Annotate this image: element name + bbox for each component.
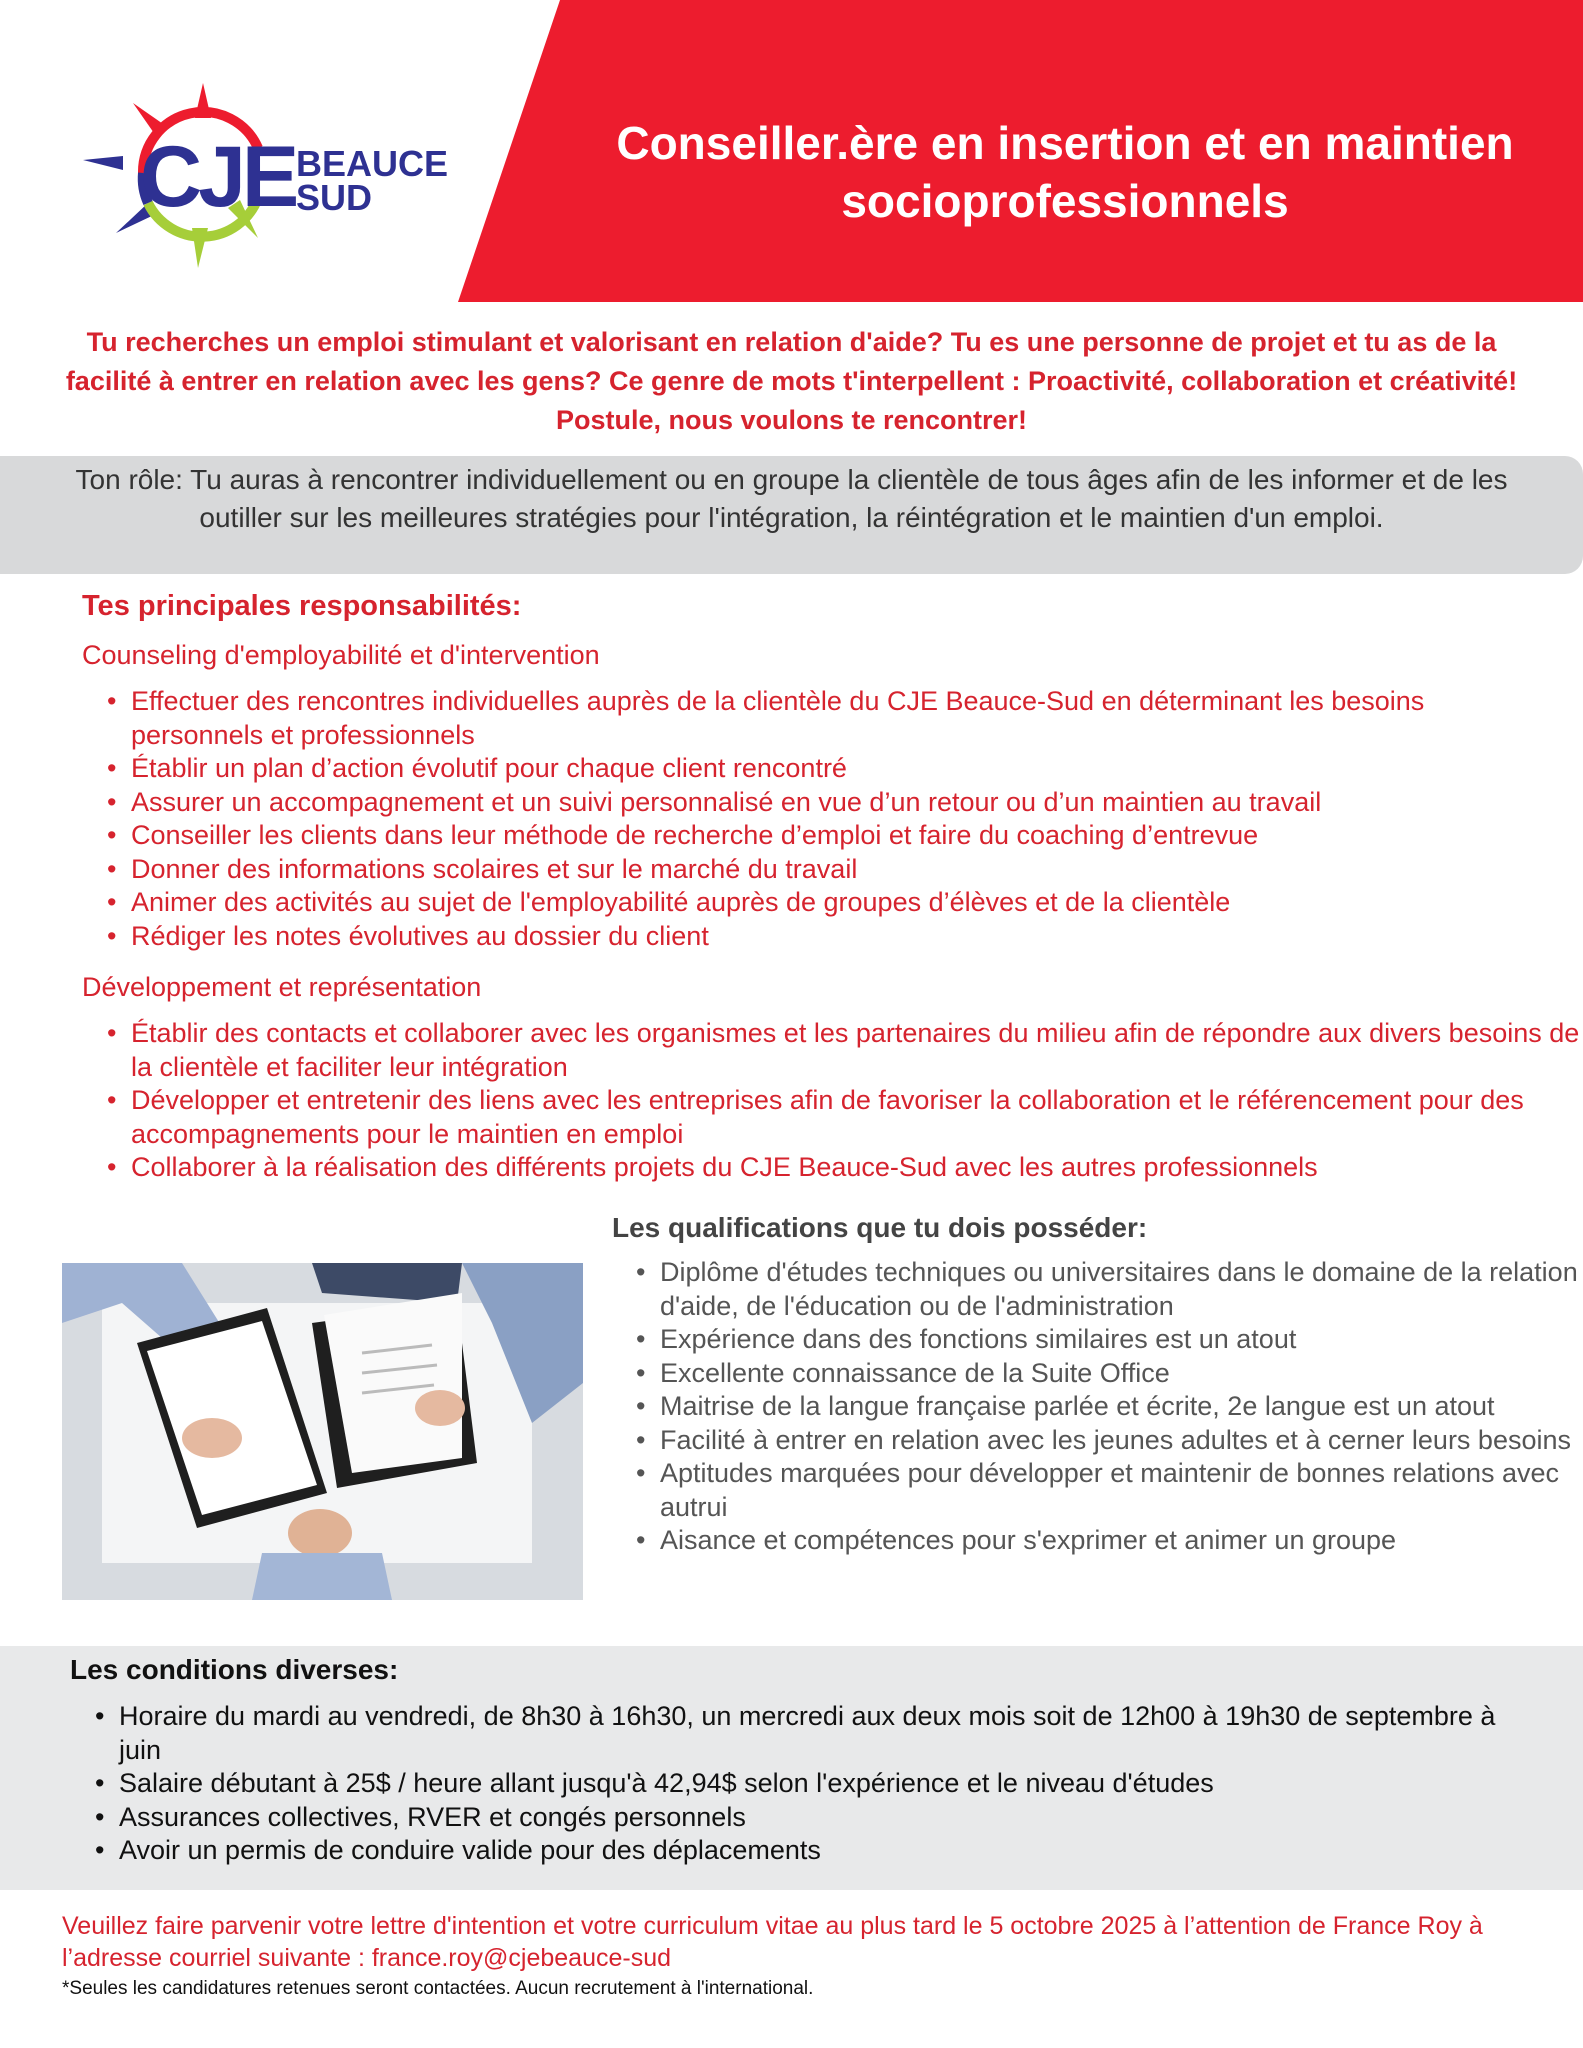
qualifications-title: Les qualifications que tu dois posséder: (612, 1212, 1148, 1243)
meeting-photo (62, 1263, 583, 1600)
responsibilities-title: Tes principales responsabilités: (82, 590, 522, 622)
role-text: Ton rôle: Tu auras à rencontrer individuellement ou en groupe la clientèle de tous âges afin de les informer et de les outiller sur les meilleures stratégies pour l'intégration, la réintégration et le maintien d'un emploi. (75, 464, 1508, 533)
conditions-list (119, 1700, 1539, 1868)
list-item: • Assurer un accompagnement et un suivi personnalisé en vue d’un retour ou d’un maintien au travail (131, 786, 1531, 820)
list-item: • Horaire du mardi au vendredi, de 8h30 à 16h30, un mercredi aux deux mois soit de 12h00 à 19h30 de septembre à juin (119, 1700, 1539, 1767)
application-instructions: Veuillez faire parvenir votre lettre d'intention et votre curriculum vitae au plus tard le 5 octobre 2025 à l’attention de France Roy à l’adresse courriel suivante : france.roy@cjebeauce-sud (62, 1912, 1483, 1972)
list-item: • Développer et entretenir des liens avec les entreprises afin de favoriser la collaboration et le référencement pour des accompagnements pour le maintien en emploi (131, 1084, 1583, 1151)
list-item: • Salaire débutant à 25$ / heure allant jusqu'à 42,94$ selon l'expérience et le niveau d'études (119, 1767, 1539, 1801)
conditions-title: Les conditions diverses: (70, 1654, 399, 1685)
list-item: • Donner des informations scolaires et sur le marché du travail (131, 853, 1531, 887)
logo-line2: SUD (296, 177, 373, 218)
list-item: • Aptitudes marquées pour développer et maintenir de bonnes relations avec autrui (660, 1457, 1580, 1524)
logo-mark-text: CJE (140, 129, 296, 225)
footer-note: *Seules les candidatures retenues seront contactées. Aucun recrutement à l'international. (62, 1978, 814, 1999)
list-item: • Excellente connaissance de la Suite Office (660, 1357, 1580, 1391)
list-item: • Diplôme d'études techniques ou universitaires dans le domaine de la relation d'aide, de l'éducation ou de l'administration (660, 1256, 1580, 1323)
list-item: • Collaborer à la réalisation des différents projets du CJE Beauce-Sud avec les autres professionnels (131, 1151, 1583, 1185)
counseling-list (131, 685, 1531, 953)
qualifications-list (660, 1256, 1580, 1558)
list-item: • Rédiger les notes évolutives au dossier du client (131, 920, 1531, 954)
list-item: • Facilité à entrer en relation avec les jeunes adultes et à cerner leurs besoins (660, 1424, 1580, 1458)
logo-line1: BEAUCE (296, 143, 449, 184)
list-item: • Établir un plan d’action évolutif pour chaque client rencontré (131, 752, 1531, 786)
responsibilities-subtitle-2: Développement et représentation (82, 972, 482, 1002)
list-item: • Établir des contacts et collaborer avec les organismes et les partenaires du milieu afin de répondre aux divers besoins de la clientèle et faciliter leur intégration (131, 1017, 1583, 1084)
list-item: • Maitrise de la langue française parlée et écrite, 2e langue est un atout (660, 1390, 1580, 1424)
list-item: • Assurances collectives, RVER et congés personnels (119, 1801, 1539, 1835)
cje-beauce-sud-logo (78, 78, 478, 278)
header (0, 0, 1583, 302)
list-item: • Animer des activités au sujet de l'employabilité auprès de groupes d’élèves et de la clientèle (131, 886, 1531, 920)
list-item: • Conseiller les clients dans leur méthode de recherche d’emploi et faire du coaching d’entrevue (131, 819, 1531, 853)
intro-text: Tu recherches un emploi stimulant et valorisant en relation d'aide? Tu es une personne de projet et tu as de la facilité à entrer en relation avec les gens? Ce genre de mots t'interpellent : Proactivité, collaboration et créativité! Postule, nous voulons te rencontrer! (65, 327, 1518, 435)
list-item: • Avoir un permis de conduire valide pour des déplacements (119, 1834, 1539, 1868)
logo-compass-icon (78, 78, 478, 278)
list-item: • Expérience dans des fonctions similaires est un atout (660, 1323, 1580, 1357)
job-title: Conseiller.ère en insertion et en maintien socioprofessionnels (616, 117, 1514, 227)
development-list (131, 1017, 1583, 1185)
list-item: • Aisance et compétences pour s'exprimer et animer un groupe (660, 1524, 1580, 1558)
responsibilities-subtitle-1: Counseling d'employabilité et d'intervention (82, 640, 600, 670)
list-item: • Effectuer des rencontres individuelles auprès de la clientèle du CJE Beauce-Sud en déterminant les besoins personnels et professionnels (131, 685, 1531, 752)
